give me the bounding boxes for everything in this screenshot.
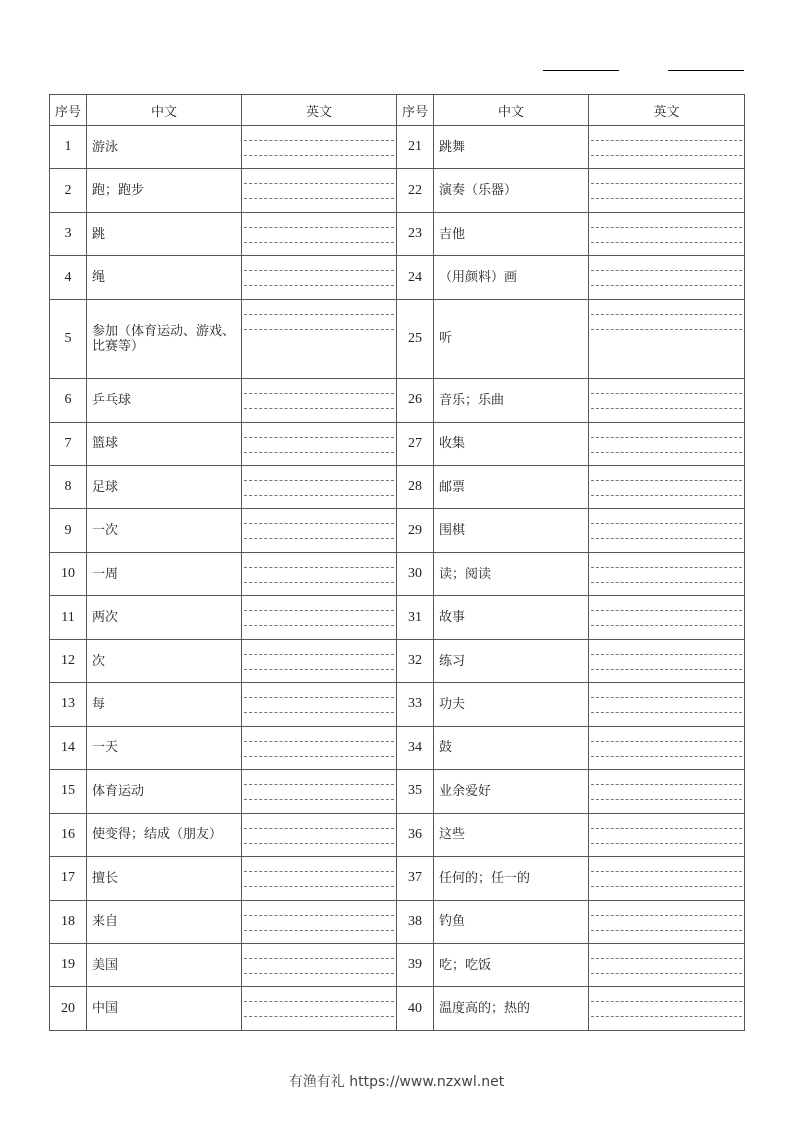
chinese-word: 乒乓球 bbox=[87, 379, 242, 422]
chinese-word: 一天 bbox=[87, 726, 242, 769]
dashed-writing-line bbox=[244, 973, 394, 974]
english-answer-field[interactable] bbox=[242, 509, 397, 552]
chinese-word: 参加（体育运动、游戏、比赛等） bbox=[87, 299, 242, 378]
english-answer-field[interactable] bbox=[589, 212, 745, 255]
dashed-writing-line bbox=[591, 930, 742, 931]
english-answer-field[interactable] bbox=[589, 726, 745, 769]
item-number: 9 bbox=[50, 509, 87, 552]
english-answer-field[interactable] bbox=[589, 422, 745, 465]
table-row bbox=[50, 256, 745, 299]
dashed-writing-line bbox=[244, 915, 394, 916]
english-answer-field[interactable] bbox=[589, 987, 745, 1031]
item-number: 39 bbox=[397, 943, 434, 986]
dashed-writing-line bbox=[591, 1001, 742, 1002]
vocabulary-table bbox=[49, 94, 745, 1031]
header-english: 英文 bbox=[242, 95, 397, 126]
dashed-writing-line bbox=[591, 973, 742, 974]
dashed-writing-line bbox=[244, 741, 394, 742]
english-answer-field[interactable] bbox=[589, 943, 745, 986]
english-answer-field[interactable] bbox=[589, 900, 745, 943]
dashed-writing-line bbox=[244, 958, 394, 959]
chinese-word: 这些 bbox=[434, 813, 589, 856]
dashed-writing-line bbox=[591, 669, 742, 670]
dashed-writing-line bbox=[244, 567, 394, 568]
chinese-word: 美国 bbox=[87, 943, 242, 986]
english-answer-field[interactable] bbox=[242, 169, 397, 212]
dashed-writing-line bbox=[244, 227, 394, 228]
item-number: 34 bbox=[397, 726, 434, 769]
item-number: 37 bbox=[397, 857, 434, 900]
chinese-word: 钓鱼 bbox=[434, 900, 589, 943]
chinese-word: 鼓 bbox=[434, 726, 589, 769]
chinese-word: 中国 bbox=[87, 987, 242, 1031]
dashed-writing-line bbox=[244, 784, 394, 785]
table-row bbox=[50, 212, 745, 255]
english-answer-field[interactable] bbox=[242, 256, 397, 299]
dashed-writing-line bbox=[591, 408, 742, 409]
english-answer-field[interactable] bbox=[242, 726, 397, 769]
chinese-word: 次 bbox=[87, 639, 242, 682]
chinese-word: 两次 bbox=[87, 596, 242, 639]
table-row bbox=[50, 299, 745, 378]
table-row bbox=[50, 987, 745, 1031]
dashed-writing-line bbox=[244, 799, 394, 800]
dashed-writing-line bbox=[244, 843, 394, 844]
item-number: 4 bbox=[50, 256, 87, 299]
item-number: 19 bbox=[50, 943, 87, 986]
dashed-writing-line bbox=[244, 712, 394, 713]
dashed-writing-line bbox=[591, 712, 742, 713]
item-number: 38 bbox=[397, 900, 434, 943]
chinese-word: 功夫 bbox=[434, 683, 589, 726]
chinese-word: 任何的；任一的 bbox=[434, 857, 589, 900]
english-answer-field[interactable] bbox=[242, 770, 397, 813]
item-number: 3 bbox=[50, 212, 87, 255]
dashed-writing-line bbox=[591, 697, 742, 698]
dashed-writing-line bbox=[244, 437, 394, 438]
dashed-writing-line bbox=[244, 408, 394, 409]
table-row bbox=[50, 465, 745, 508]
dashed-writing-line bbox=[591, 140, 742, 141]
dashed-writing-line bbox=[244, 242, 394, 243]
item-number: 24 bbox=[397, 256, 434, 299]
chinese-word: 每 bbox=[87, 683, 242, 726]
dashed-writing-line bbox=[244, 886, 394, 887]
item-number: 1 bbox=[50, 126, 87, 169]
dashed-writing-line bbox=[591, 799, 742, 800]
english-answer-field[interactable] bbox=[242, 813, 397, 856]
english-answer-field[interactable] bbox=[242, 596, 397, 639]
dashed-writing-line bbox=[591, 452, 742, 453]
class-blank-line bbox=[668, 70, 744, 71]
chinese-word: 一周 bbox=[87, 552, 242, 595]
english-answer-field[interactable] bbox=[589, 169, 745, 212]
item-number: 18 bbox=[50, 900, 87, 943]
english-answer-field[interactable] bbox=[589, 379, 745, 422]
dashed-writing-line bbox=[591, 958, 742, 959]
chinese-word: 音乐；乐曲 bbox=[434, 379, 589, 422]
dashed-writing-line bbox=[591, 314, 742, 315]
dashed-writing-line bbox=[244, 828, 394, 829]
item-number: 28 bbox=[397, 465, 434, 508]
dashed-writing-line bbox=[244, 1016, 394, 1017]
item-number: 16 bbox=[50, 813, 87, 856]
english-answer-field[interactable] bbox=[589, 256, 745, 299]
item-number: 35 bbox=[397, 770, 434, 813]
dashed-writing-line bbox=[591, 270, 742, 271]
dashed-writing-line bbox=[244, 270, 394, 271]
chinese-word: 篮球 bbox=[87, 422, 242, 465]
english-answer-field[interactable] bbox=[242, 552, 397, 595]
dashed-writing-line bbox=[244, 393, 394, 394]
dashed-writing-line bbox=[244, 669, 394, 670]
item-number: 7 bbox=[50, 422, 87, 465]
item-number: 11 bbox=[50, 596, 87, 639]
dashed-writing-line bbox=[244, 198, 394, 199]
dashed-writing-line bbox=[591, 1016, 742, 1017]
english-answer-field[interactable] bbox=[589, 639, 745, 682]
name-blank-line bbox=[543, 70, 619, 71]
item-number: 12 bbox=[50, 639, 87, 682]
english-answer-field[interactable] bbox=[589, 126, 745, 169]
item-number: 5 bbox=[50, 299, 87, 378]
header-chinese: 中文 bbox=[434, 95, 589, 126]
table-row bbox=[50, 900, 745, 943]
chinese-word: 来自 bbox=[87, 900, 242, 943]
dashed-writing-line bbox=[591, 582, 742, 583]
item-number: 6 bbox=[50, 379, 87, 422]
dashed-writing-line bbox=[591, 915, 742, 916]
dashed-writing-line bbox=[244, 538, 394, 539]
chinese-word: 游泳 bbox=[87, 126, 242, 169]
chinese-word: 邮票 bbox=[434, 465, 589, 508]
item-number: 30 bbox=[397, 552, 434, 595]
chinese-word: 故事 bbox=[434, 596, 589, 639]
dashed-writing-line bbox=[244, 329, 394, 330]
english-answer-field[interactable] bbox=[589, 813, 745, 856]
chinese-word: 跳 bbox=[87, 212, 242, 255]
table-row bbox=[50, 596, 745, 639]
dashed-writing-line bbox=[244, 480, 394, 481]
dashed-writing-line bbox=[591, 538, 742, 539]
dashed-writing-line bbox=[244, 582, 394, 583]
dashed-writing-line bbox=[591, 242, 742, 243]
chinese-word: 一次 bbox=[87, 509, 242, 552]
table-row bbox=[50, 813, 745, 856]
item-number: 21 bbox=[397, 126, 434, 169]
dashed-writing-line bbox=[244, 654, 394, 655]
dashed-writing-line bbox=[591, 198, 742, 199]
dashed-writing-line bbox=[591, 756, 742, 757]
dashed-writing-line bbox=[591, 495, 742, 496]
dashed-writing-line bbox=[591, 886, 742, 887]
item-number: 29 bbox=[397, 509, 434, 552]
english-answer-field[interactable] bbox=[589, 299, 745, 378]
item-number: 33 bbox=[397, 683, 434, 726]
english-answer-field[interactable] bbox=[589, 465, 745, 508]
dashed-writing-line bbox=[591, 828, 742, 829]
dashed-writing-line bbox=[244, 610, 394, 611]
item-number: 23 bbox=[397, 212, 434, 255]
item-number: 2 bbox=[50, 169, 87, 212]
dashed-writing-line bbox=[244, 871, 394, 872]
item-number: 15 bbox=[50, 770, 87, 813]
header-number: 序号 bbox=[397, 95, 434, 126]
dashed-writing-line bbox=[244, 756, 394, 757]
dashed-writing-line bbox=[591, 183, 742, 184]
item-number: 36 bbox=[397, 813, 434, 856]
chinese-word: 围棋 bbox=[434, 509, 589, 552]
table-row bbox=[50, 770, 745, 813]
table-row bbox=[50, 639, 745, 682]
chinese-word: 跑；跑步 bbox=[87, 169, 242, 212]
dashed-writing-line bbox=[591, 610, 742, 611]
item-number: 8 bbox=[50, 465, 87, 508]
table-row bbox=[50, 509, 745, 552]
table-row bbox=[50, 422, 745, 465]
chinese-word: 练习 bbox=[434, 639, 589, 682]
dashed-writing-line bbox=[591, 227, 742, 228]
english-answer-field[interactable] bbox=[589, 509, 745, 552]
dashed-writing-line bbox=[591, 871, 742, 872]
chinese-word: 擅长 bbox=[87, 857, 242, 900]
item-number: 31 bbox=[397, 596, 434, 639]
item-number: 13 bbox=[50, 683, 87, 726]
item-number: 17 bbox=[50, 857, 87, 900]
dashed-writing-line bbox=[591, 393, 742, 394]
item-number: 20 bbox=[50, 987, 87, 1031]
item-number: 14 bbox=[50, 726, 87, 769]
item-number: 26 bbox=[397, 379, 434, 422]
dashed-writing-line bbox=[591, 741, 742, 742]
chinese-word: 足球 bbox=[87, 465, 242, 508]
chinese-word: 业余爱好 bbox=[434, 770, 589, 813]
table-row bbox=[50, 379, 745, 422]
dashed-writing-line bbox=[244, 140, 394, 141]
english-answer-field[interactable] bbox=[242, 126, 397, 169]
chinese-word: 跳舞 bbox=[434, 126, 589, 169]
dashed-writing-line bbox=[591, 480, 742, 481]
english-answer-field[interactable] bbox=[242, 857, 397, 900]
chinese-word: 使变得；结成（朋友） bbox=[87, 813, 242, 856]
dashed-writing-line bbox=[591, 654, 742, 655]
table-row bbox=[50, 683, 745, 726]
english-answer-field[interactable] bbox=[242, 943, 397, 986]
footer-watermark: 有渔有礼 https://www.nzxwl.net bbox=[288, 1074, 505, 1090]
table-row bbox=[50, 126, 745, 169]
english-answer-field[interactable] bbox=[242, 900, 397, 943]
english-answer-field[interactable] bbox=[242, 299, 397, 378]
english-answer-field[interactable] bbox=[242, 465, 397, 508]
english-answer-field[interactable] bbox=[589, 683, 745, 726]
dashed-writing-line bbox=[244, 183, 394, 184]
item-number: 27 bbox=[397, 422, 434, 465]
table-row bbox=[50, 943, 745, 986]
header-number: 序号 bbox=[50, 95, 87, 126]
header-english: 英文 bbox=[589, 95, 745, 126]
chinese-word: 演奏（乐器） bbox=[434, 169, 589, 212]
dashed-writing-line bbox=[591, 329, 742, 330]
dashed-writing-line bbox=[244, 1001, 394, 1002]
dashed-writing-line bbox=[591, 625, 742, 626]
dashed-writing-line bbox=[591, 567, 742, 568]
english-answer-field[interactable] bbox=[242, 683, 397, 726]
dashed-writing-line bbox=[591, 437, 742, 438]
dashed-writing-line bbox=[244, 523, 394, 524]
dashed-writing-line bbox=[244, 697, 394, 698]
dashed-writing-line bbox=[244, 495, 394, 496]
english-answer-field[interactable] bbox=[242, 379, 397, 422]
dashed-writing-line bbox=[591, 523, 742, 524]
english-answer-field[interactable] bbox=[242, 212, 397, 255]
chinese-word: 吉他 bbox=[434, 212, 589, 255]
table-row bbox=[50, 552, 745, 595]
dashed-writing-line bbox=[244, 452, 394, 453]
chinese-word: 绳 bbox=[87, 256, 242, 299]
chinese-word: 听 bbox=[434, 299, 589, 378]
chinese-word: 读；阅读 bbox=[434, 552, 589, 595]
table-row bbox=[50, 169, 745, 212]
dashed-writing-line bbox=[591, 843, 742, 844]
english-answer-field[interactable] bbox=[242, 422, 397, 465]
english-answer-field[interactable] bbox=[589, 770, 745, 813]
dashed-writing-line bbox=[244, 155, 394, 156]
item-number: 10 bbox=[50, 552, 87, 595]
dashed-writing-line bbox=[591, 784, 742, 785]
item-number: 40 bbox=[397, 987, 434, 1031]
header-chinese: 中文 bbox=[87, 95, 242, 126]
english-answer-field[interactable] bbox=[589, 596, 745, 639]
chinese-word: （用颜料）画 bbox=[434, 256, 589, 299]
dashed-writing-line bbox=[591, 285, 742, 286]
english-answer-field[interactable] bbox=[242, 639, 397, 682]
english-answer-field[interactable] bbox=[589, 552, 745, 595]
chinese-word: 体育运动 bbox=[87, 770, 242, 813]
table-row bbox=[50, 726, 745, 769]
dashed-writing-line bbox=[244, 285, 394, 286]
chinese-word: 吃；吃饭 bbox=[434, 943, 589, 986]
dashed-writing-line bbox=[591, 155, 742, 156]
english-answer-field[interactable] bbox=[589, 857, 745, 900]
item-number: 22 bbox=[397, 169, 434, 212]
dashed-writing-line bbox=[244, 625, 394, 626]
table-row bbox=[50, 857, 745, 900]
item-number: 25 bbox=[397, 299, 434, 378]
item-number: 32 bbox=[397, 639, 434, 682]
chinese-word: 收集 bbox=[434, 422, 589, 465]
dashed-writing-line bbox=[244, 930, 394, 931]
header-row bbox=[50, 95, 745, 126]
english-answer-field[interactable] bbox=[242, 987, 397, 1031]
chinese-word: 温度高的；热的 bbox=[434, 987, 589, 1031]
dashed-writing-line bbox=[244, 314, 394, 315]
